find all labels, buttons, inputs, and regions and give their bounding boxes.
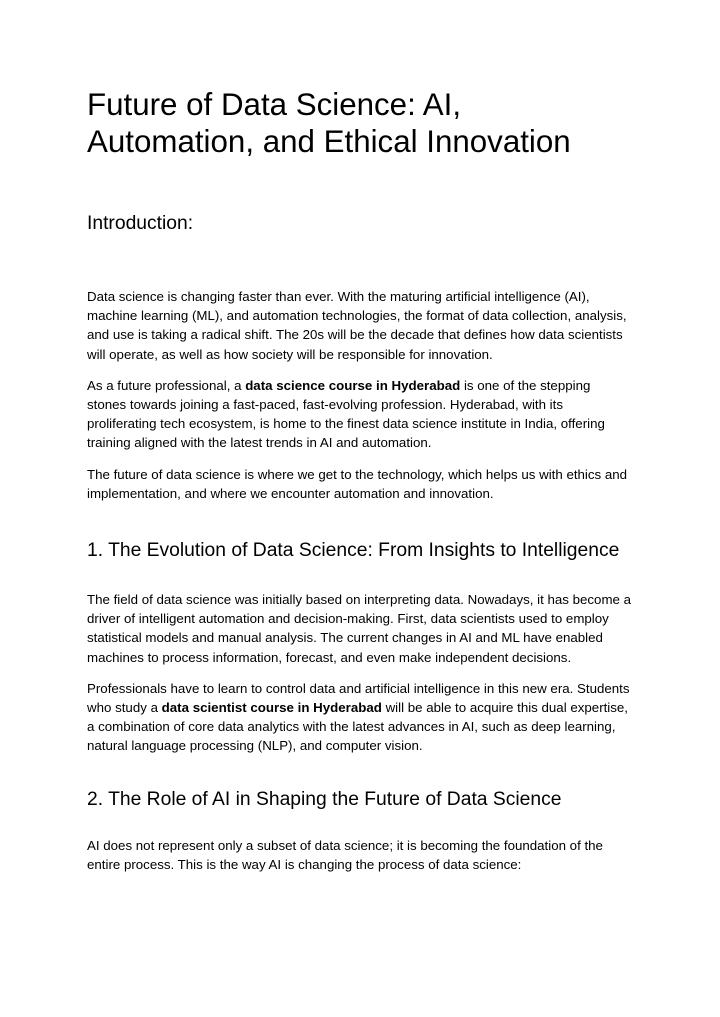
- heading-section-2-role-of-ai: 2. The Role of AI in Shaping the Future of Data Science: [87, 788, 562, 810]
- bold-text-run: data scientist course in Hyderabad: [161, 700, 382, 716]
- document-title: Future of Data Science: AI, Automation, and Ethical Innovation: [87, 87, 571, 159]
- paragraph-intro-3: [87, 465, 632, 503]
- text-run: Data science is changing faster than ever. With the maturing artificial intelligence (AI), machine learning (ML), and automation technologies, the format of data collection, analysis, and use is taking a radical shift. The 20s will be the decade that defines how data scientists will operate, as well as how society will be responsible for innovation.: [87, 289, 627, 362]
- text-run: The field of data science was initially based on interpreting data. Nowadays, it has become a driver of intelligent automation and decision-making. First, data scientists used to employ statistical models and manual analysis. The current changes in AI and ML have enabled machines to process information, forecast, and even make independent decisions.: [87, 592, 632, 665]
- paragraph-section2-1: [87, 836, 632, 874]
- paragraph-intro-2: [87, 376, 632, 453]
- paragraph-section1-1: [87, 590, 632, 667]
- text-run: AI does not represent only a subset of data science; it is becoming the foundation of the entire process. This is the way AI is changing the process of data science:: [87, 837, 603, 872]
- text-run: As a future professional, a: [87, 377, 246, 393]
- heading-introduction: Introduction:: [87, 213, 194, 234]
- text-run: will be able to acquire this dual expertise, a combination of core data analytics with the latest advances in AI, such as deep learning, natural language processing (NLP), and computer vision.: [87, 700, 629, 754]
- text-run: Professionals have to learn to control data and artificial intelligence in this new era. Students who study a: [87, 680, 630, 716]
- heading-section-1-evolution: 1. The Evolution of Data Science: From Insights to Intelligence: [87, 540, 620, 562]
- text-run: is one of the stepping stones towards joining a fast-paced, fast-evolving profession. Hyderabad, with its proliferating tech ecosystem, is home to the finest data science institute in India, offering training aligned with the latest trends in AI and automation.: [87, 377, 605, 451]
- bold-text-run: data science course in Hyderabad: [245, 377, 461, 393]
- paragraph-intro-1: [87, 287, 632, 364]
- paragraph-section1-2: [87, 679, 632, 756]
- text-run: The future of data science is where we get to the technology, which helps us with ethics and implementation, and where we encounter automation and innovation.: [87, 466, 628, 501]
